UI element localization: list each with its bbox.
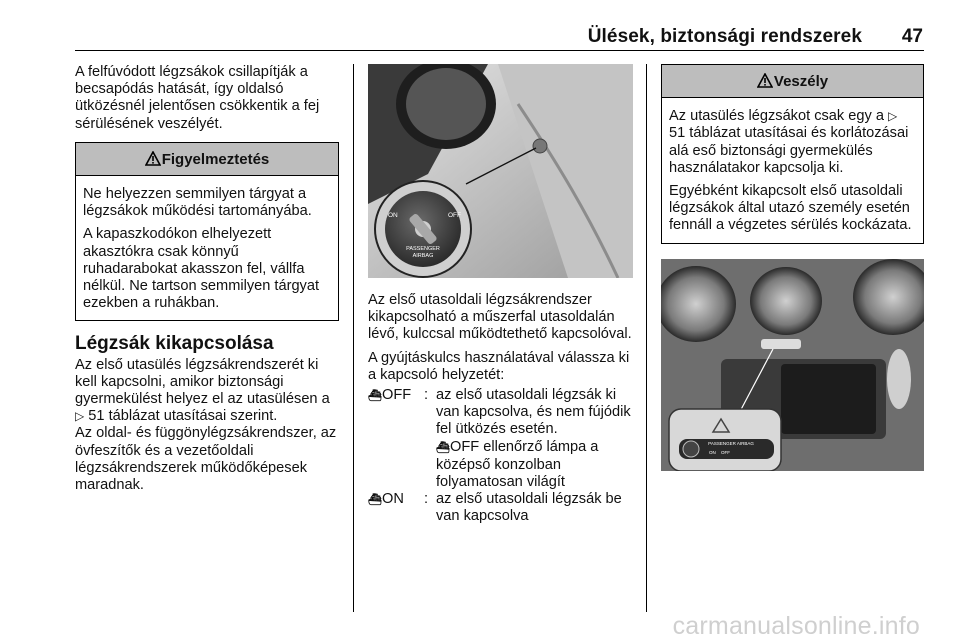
list-term: OFF: [381, 387, 412, 404]
list-term: ON: [381, 491, 404, 508]
switch-position-list: [368, 387, 633, 526]
danger-text-1: [669, 108, 917, 177]
warning-triangle-icon: [145, 151, 161, 166]
indicator-term: OFF: [449, 438, 480, 455]
switch-paragraph-1: Az első utasoldali légzsákrendszer kikapcsolható a műszerfal utasoldalán lévő, kulccsal működtethető kapcsolóval.: [368, 292, 632, 343]
danger-box: [661, 64, 924, 244]
indicator-text: ellenőrző lámpa a középső konzolban folyamatosan világít: [436, 438, 599, 491]
danger-text-2: Egyébként kikapcsolt első utasoldali légzsákok által utazó személy esetén fennáll a végzetes sérülés kockázata.: [669, 183, 912, 234]
page-title: Ülések, biztonsági rendszerek: [587, 26, 862, 47]
section-text: Az első utasülés légzsákrendszerét ki kell kapcsolni, amikor biztonsági gyermekülést helyez el az utasülésen a: [75, 356, 330, 408]
switch-label-passenger: PASSENGER: [406, 246, 440, 252]
dashboard-label-on: ON: [709, 449, 716, 455]
list-colon: :: [424, 491, 429, 508]
header-rule: [75, 50, 924, 51]
section-paragraph-1: [75, 357, 339, 426]
dashboard-label-passenger-airbag: PASSENGER AIRBAG: [708, 440, 754, 446]
list-item-off: [368, 387, 633, 491]
page-reference-icon: ▷: [75, 409, 85, 424]
column-3: [661, 64, 924, 471]
danger-text-cont: táblázat utasításai és korlátozásai alá eső biztonsági gyermekülés használatakor kapcsolja ki.: [669, 125, 909, 176]
airbag-off-icon: ⛴: [368, 390, 382, 403]
list-colon: :: [424, 387, 429, 404]
list-description: az első utasoldali légzsák be van kapcsolva: [436, 491, 622, 525]
switch-label-on: ON: [388, 212, 398, 219]
page-reference[interactable]: 51: [88, 408, 105, 425]
warning-title: Figyelmeztetés: [161, 150, 270, 168]
page-number: 47: [901, 26, 923, 47]
airbag-switch-illustration: [368, 64, 633, 278]
page-reference-icon: ▷: [888, 109, 898, 124]
page-reference[interactable]: 51: [669, 125, 686, 142]
dashboard-photo: [661, 259, 924, 471]
list-item-on: [368, 491, 633, 525]
dashboard-label-off: OFF: [721, 449, 730, 455]
warning-text-2: A kapaszkodókon elhelyezett akasztókra csak könnyű ruhadarabokat akasszon fel, vállfa nélkül. Ne tartson semmilyen tárgyat ezekben a ruhákban.: [83, 226, 320, 312]
list-description-2: [436, 439, 633, 492]
danger-text: Az utasülés légzsákot csak egy a: [669, 108, 884, 125]
list-description: az első utasoldali légzsák ki van kapcsolva, és nem fújódik fel ütközés esetén.: [436, 387, 631, 438]
intro-paragraph: A felfúvódott légzsákok csillapítják a becsapódás hatását, így oldalsó ütközésnél jelentősen csökkentik a fej sérülésének veszélyét.: [75, 64, 320, 132]
switch-label-off: OFF: [448, 212, 461, 219]
warning-triangle-icon: [757, 73, 773, 88]
airbag-off-indicator-icon: ⛴: [436, 441, 450, 454]
warning-text-1: Ne helyezzen semmilyen tárgyat a légzsákok működési tartományába.: [83, 186, 312, 220]
switch-paragraph-2: A gyújtáskulcs használatával válassza ki a kapcsoló helyzetét:: [368, 349, 630, 383]
warning-header: [76, 143, 338, 176]
section-paragraph-2: Az oldal- és függönylégzsákrendszer, az övfeszítők és a vezetőoldali légzsákrendszerek működőképesek maradnak.: [75, 425, 337, 494]
watermark: carmanualsonline.info: [672, 612, 920, 640]
dashboard-illustration: [661, 259, 924, 471]
airbag-on-icon: ⛴: [368, 494, 382, 507]
column-divider-1: [353, 64, 354, 612]
switch-label-airbag: AIRBAG: [412, 253, 434, 259]
airbag-switch-photo: [368, 64, 633, 278]
column-divider-2: [646, 64, 647, 612]
section-text-cont: táblázat utasításai szerint.: [108, 408, 278, 425]
column-1: [75, 64, 339, 494]
column-2: [368, 64, 633, 526]
danger-title: Veszély: [773, 73, 829, 90]
danger-header: [662, 65, 923, 98]
warning-box: [75, 142, 339, 322]
section-heading: Légzsák kikapcsolása: [75, 333, 274, 355]
